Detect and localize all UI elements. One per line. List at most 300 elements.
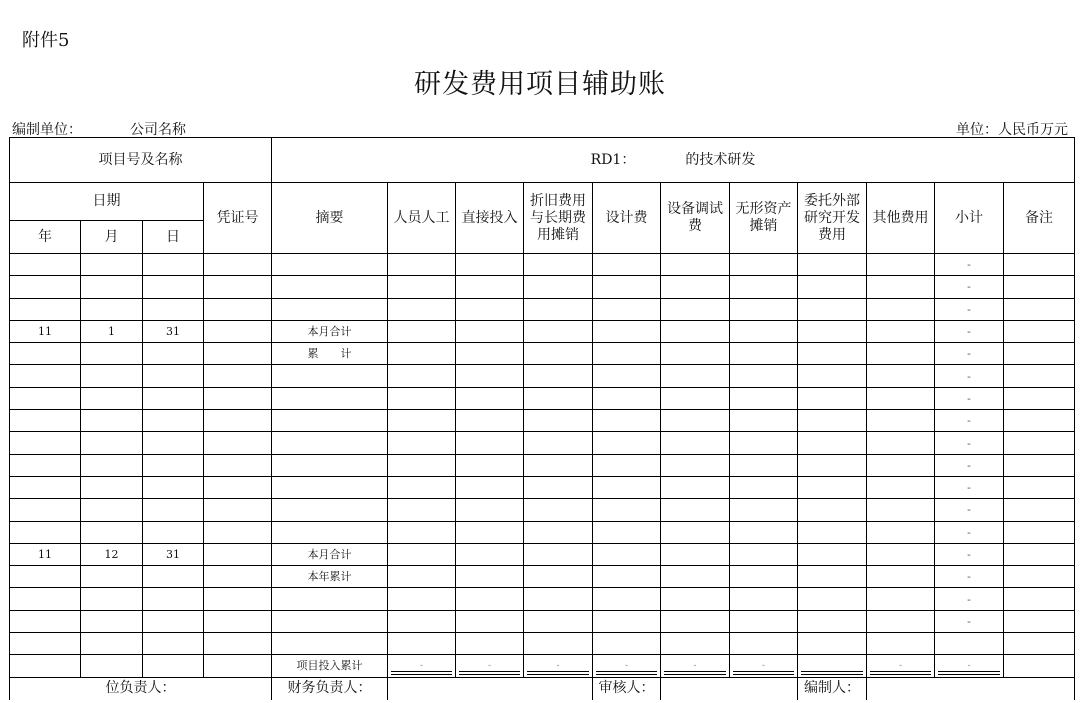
cell-amount — [798, 476, 867, 498]
cell-amount — [524, 298, 593, 320]
cell-amount — [798, 454, 867, 476]
cell-voucher — [204, 588, 272, 610]
cell-amount — [456, 521, 524, 543]
cell-amount — [524, 365, 593, 387]
cell-amount — [798, 276, 867, 298]
cell-amount — [456, 454, 524, 476]
cell-amount — [867, 365, 935, 387]
total-amount — [524, 655, 593, 677]
cell-voucher — [204, 543, 272, 565]
header-design-fee: 设计费 — [593, 183, 661, 254]
cell-amount — [593, 633, 661, 655]
cell-subtotal: - — [935, 543, 1004, 565]
header-equipment-debug: 设备调试费 — [661, 183, 730, 254]
cell-amount — [730, 543, 798, 565]
cell-amount — [867, 543, 935, 565]
table-row — [10, 633, 1075, 655]
cell-subtotal: - — [935, 499, 1004, 521]
cell-amount — [730, 499, 798, 521]
table-row — [10, 298, 1075, 320]
preparer-label: 编制人： — [798, 677, 867, 700]
cell-day — [143, 454, 204, 476]
cell-amount — [388, 588, 456, 610]
cell-summary — [272, 610, 388, 632]
cell-summary — [272, 476, 388, 498]
cell-amount — [456, 432, 524, 454]
cell-summary: 累 计 — [272, 343, 388, 365]
cell-day: 31 — [143, 543, 204, 565]
cell-amount — [661, 276, 730, 298]
cell-amount — [867, 476, 935, 498]
cell-summary — [272, 276, 388, 298]
cell-day — [143, 588, 204, 610]
cell-amount — [798, 499, 867, 521]
cell-amount — [524, 633, 593, 655]
cell-amount — [867, 432, 935, 454]
cell-amount — [730, 476, 798, 498]
cell-amount — [593, 543, 661, 565]
cell-amount — [730, 566, 798, 588]
prepared-by — [12, 119, 186, 139]
cell-amount — [661, 320, 730, 342]
cell-amount — [524, 588, 593, 610]
cell-month — [81, 633, 143, 655]
total-amount — [867, 655, 935, 677]
page-title: 研发费用项目辅助账 — [414, 69, 666, 100]
header-personnel: 人员人工 — [388, 183, 456, 254]
cell-day: 31 — [143, 320, 204, 342]
cell-amount — [661, 543, 730, 565]
cell-amount — [867, 387, 935, 409]
unit-head-label: 位负责人： — [10, 677, 272, 700]
cell-remarks — [1004, 588, 1075, 610]
finance-head-label: 财务负责人： — [272, 677, 388, 700]
ledger-table — [9, 137, 1075, 700]
cell-day — [143, 521, 204, 543]
reviewer-label: 审核人： — [593, 677, 661, 700]
cell-amount — [661, 633, 730, 655]
cell-subtotal: - — [935, 454, 1004, 476]
cell-year — [10, 633, 81, 655]
cell-voucher — [204, 343, 272, 365]
cell-year — [10, 588, 81, 610]
cell-amount — [388, 387, 456, 409]
cell-year — [10, 566, 81, 588]
total-amount — [456, 655, 524, 677]
cell-summary — [272, 454, 388, 476]
cell-amount — [661, 298, 730, 320]
table-row — [10, 254, 1075, 276]
cell-amount — [593, 454, 661, 476]
cell-amount — [730, 521, 798, 543]
cell-summary: 本月合计 — [272, 320, 388, 342]
cell-amount — [661, 454, 730, 476]
total-amount-value: - — [967, 661, 971, 672]
header-outsourced-rd: 委托外部研究开发费用 — [798, 183, 867, 254]
cell-amount — [456, 298, 524, 320]
cell-amount — [730, 588, 798, 610]
cell-amount — [593, 276, 661, 298]
cell-amount — [661, 343, 730, 365]
table-row — [10, 454, 1075, 476]
cell-remarks — [1004, 521, 1075, 543]
cell-amount — [867, 276, 935, 298]
cell-amount — [661, 410, 730, 432]
cell-amount — [593, 499, 661, 521]
total-summary: 项目投入累计 — [272, 655, 388, 677]
cell-amount — [867, 566, 935, 588]
header-year: 年 — [10, 221, 81, 254]
cell-amount — [593, 320, 661, 342]
cell-amount — [593, 476, 661, 498]
prepared-by-label: 编制单位： — [12, 122, 82, 138]
cell-voucher — [204, 298, 272, 320]
cell-remarks — [1004, 633, 1075, 655]
cell-voucher — [204, 633, 272, 655]
cell-month — [81, 298, 143, 320]
cell-amount — [456, 499, 524, 521]
cell-voucher — [204, 365, 272, 387]
cell-empty — [10, 655, 81, 677]
cell-remarks — [1004, 432, 1075, 454]
cell-amount — [867, 521, 935, 543]
table-row — [10, 476, 1075, 498]
header-subtotal: 小计 — [935, 183, 1004, 254]
cell-month — [81, 387, 143, 409]
cell-summary — [272, 633, 388, 655]
cell-amount — [661, 432, 730, 454]
cell-amount — [593, 365, 661, 387]
cell-amount — [456, 410, 524, 432]
cell-amount — [661, 566, 730, 588]
cell-amount — [524, 387, 593, 409]
header-month: 月 — [81, 221, 143, 254]
cell-subtotal: - — [935, 588, 1004, 610]
total-amount — [798, 655, 867, 677]
cell-amount — [593, 566, 661, 588]
cell-amount — [730, 633, 798, 655]
project-name-cell — [272, 138, 1075, 183]
cell-amount — [661, 521, 730, 543]
cell-amount — [661, 610, 730, 632]
cell-year: 11 — [10, 543, 81, 565]
cell-empty — [204, 655, 272, 677]
cell-amount — [730, 298, 798, 320]
cell-amount — [524, 454, 593, 476]
cell-remarks — [1004, 454, 1075, 476]
cell-amount — [593, 410, 661, 432]
cell-amount — [524, 543, 593, 565]
cell-amount — [867, 610, 935, 632]
cell-amount — [867, 410, 935, 432]
cell-year — [10, 476, 81, 498]
signature-row — [10, 677, 1075, 700]
cell-amount — [661, 476, 730, 498]
cell-amount — [524, 343, 593, 365]
cell-month — [81, 499, 143, 521]
table-row — [10, 343, 1075, 365]
cell-month — [81, 254, 143, 276]
cell-day — [143, 387, 204, 409]
total-amount — [1004, 655, 1075, 677]
cell-summary — [272, 254, 388, 276]
cell-summary: 本月合计 — [272, 543, 388, 565]
cell-amount — [798, 610, 867, 632]
cell-year — [10, 276, 81, 298]
cell-summary — [272, 588, 388, 610]
table-row — [10, 410, 1075, 432]
table-row — [10, 432, 1075, 454]
table-row — [10, 521, 1075, 543]
cell-remarks — [1004, 610, 1075, 632]
cell-voucher — [204, 254, 272, 276]
cell-subtotal — [935, 633, 1004, 655]
header-depreciation: 折旧费用与长期费用摊销 — [524, 183, 593, 254]
cell-amount — [867, 343, 935, 365]
total-amount-value: - — [693, 661, 697, 672]
cell-amount — [388, 543, 456, 565]
cell-month: 12 — [81, 543, 143, 565]
cell-amount — [593, 588, 661, 610]
table-row — [10, 499, 1075, 521]
cell-month — [81, 365, 143, 387]
table-row — [10, 320, 1075, 342]
cell-amount — [867, 499, 935, 521]
cell-amount — [456, 365, 524, 387]
project-label: 项目号及名称 — [10, 138, 272, 183]
table-row — [10, 566, 1075, 588]
cell-subtotal: - — [935, 343, 1004, 365]
table-row — [10, 543, 1075, 565]
cell-amount — [456, 320, 524, 342]
cell-day — [143, 410, 204, 432]
cell-month — [81, 432, 143, 454]
cell-month — [81, 521, 143, 543]
cell-remarks — [1004, 320, 1075, 342]
cell-month — [81, 454, 143, 476]
cell-remarks — [1004, 543, 1075, 565]
cell-amount — [524, 410, 593, 432]
cell-amount — [388, 343, 456, 365]
cell-remarks — [1004, 499, 1075, 521]
cell-day — [143, 432, 204, 454]
cell-amount — [524, 499, 593, 521]
cell-year — [10, 298, 81, 320]
cell-subtotal: - — [935, 476, 1004, 498]
cell-amount — [867, 588, 935, 610]
header-voucher: 凭证号 — [204, 183, 272, 254]
cell-voucher — [204, 476, 272, 498]
total-amount-value: - — [624, 661, 629, 672]
cell-remarks — [1004, 566, 1075, 588]
cell-summary: 本年累计 — [272, 566, 388, 588]
cell-amount — [867, 454, 935, 476]
cell-amount — [798, 365, 867, 387]
cell-amount — [456, 254, 524, 276]
cell-amount — [730, 454, 798, 476]
cell-year — [10, 410, 81, 432]
header-day: 日 — [143, 221, 204, 254]
cell-amount — [867, 633, 935, 655]
cell-amount — [456, 276, 524, 298]
cell-amount — [798, 298, 867, 320]
cell-amount — [456, 543, 524, 565]
cell-amount — [730, 610, 798, 632]
cell-amount — [798, 588, 867, 610]
cell-amount — [388, 521, 456, 543]
cell-day — [143, 298, 204, 320]
total-amount — [730, 655, 798, 677]
header-other: 其他费用 — [867, 183, 935, 254]
cell-voucher — [204, 432, 272, 454]
cell-amount — [388, 432, 456, 454]
cell-month — [81, 276, 143, 298]
cell-amount — [593, 432, 661, 454]
cell-amount — [388, 476, 456, 498]
cell-remarks — [1004, 298, 1075, 320]
header-date: 日期 — [10, 183, 204, 221]
cell-summary — [272, 499, 388, 521]
total-row — [10, 655, 1075, 677]
cell-amount — [388, 276, 456, 298]
cell-year — [10, 432, 81, 454]
table-row — [10, 610, 1075, 632]
cell-voucher — [204, 410, 272, 432]
cell-amount — [730, 343, 798, 365]
header-summary: 摘要 — [272, 183, 388, 254]
cell-year — [10, 610, 81, 632]
cell-subtotal: - — [935, 521, 1004, 543]
cell-day — [143, 276, 204, 298]
cell-subtotal: - — [935, 387, 1004, 409]
cell-voucher — [204, 521, 272, 543]
cell-amount — [798, 521, 867, 543]
cell-voucher — [204, 276, 272, 298]
total-amount — [388, 655, 456, 677]
cell-month — [81, 343, 143, 365]
cell-amount — [524, 320, 593, 342]
cell-year — [10, 365, 81, 387]
project-name: 的技术研发 — [685, 151, 756, 168]
cell-remarks — [1004, 365, 1075, 387]
cell-amount — [798, 410, 867, 432]
cell-amount — [798, 387, 867, 409]
cell-amount — [730, 365, 798, 387]
cell-amount — [524, 254, 593, 276]
cell-subtotal: - — [935, 610, 1004, 632]
cell-amount — [456, 476, 524, 498]
cell-amount — [524, 610, 593, 632]
total-amount-value: - — [419, 661, 424, 672]
cell-amount — [388, 254, 456, 276]
cell-year — [10, 499, 81, 521]
cell-month — [81, 588, 143, 610]
cell-summary — [272, 365, 388, 387]
table-row — [10, 365, 1075, 387]
cell-summary — [272, 298, 388, 320]
cell-voucher — [204, 499, 272, 521]
cell-amount — [661, 588, 730, 610]
cell-amount — [798, 320, 867, 342]
header-intangible: 无形资产摊销 — [730, 183, 798, 254]
table-row — [10, 276, 1075, 298]
total-amount-value: - — [487, 661, 492, 672]
cell-voucher — [204, 320, 272, 342]
total-amount-value: - — [761, 661, 766, 672]
cell-amount — [867, 298, 935, 320]
header-direct-input: 直接投入 — [456, 183, 524, 254]
cell-remarks — [1004, 254, 1075, 276]
cell-amount — [593, 298, 661, 320]
cell-subtotal: - — [935, 276, 1004, 298]
cell-amount — [524, 476, 593, 498]
cell-amount — [798, 566, 867, 588]
cell-day — [143, 254, 204, 276]
finance-head-sign — [388, 677, 593, 700]
cell-amount — [593, 387, 661, 409]
cell-subtotal: - — [935, 566, 1004, 588]
project-code: RD1： — [590, 151, 636, 168]
cell-voucher — [204, 566, 272, 588]
cell-day — [143, 343, 204, 365]
cell-month — [81, 410, 143, 432]
cell-amount — [798, 254, 867, 276]
cell-year — [10, 387, 81, 409]
cell-remarks — [1004, 276, 1075, 298]
cell-voucher — [204, 454, 272, 476]
cell-amount — [388, 320, 456, 342]
table-row — [10, 387, 1075, 409]
total-amount-value: - — [556, 661, 560, 672]
cell-amount — [524, 432, 593, 454]
cell-subtotal: - — [935, 254, 1004, 276]
cell-amount — [388, 499, 456, 521]
cell-empty — [81, 655, 143, 677]
cell-amount — [661, 387, 730, 409]
table-row — [10, 588, 1075, 610]
cell-amount — [593, 254, 661, 276]
attachment-label: 附件5 — [22, 30, 70, 51]
cell-amount — [798, 543, 867, 565]
cell-day — [143, 610, 204, 632]
cell-amount — [388, 633, 456, 655]
cell-amount — [524, 276, 593, 298]
cell-day — [143, 566, 204, 588]
cell-summary — [272, 387, 388, 409]
cell-amount — [661, 499, 730, 521]
cell-amount — [798, 343, 867, 365]
cell-amount — [661, 254, 730, 276]
reviewer-sign — [661, 677, 798, 700]
cell-remarks — [1004, 387, 1075, 409]
cell-amount — [456, 610, 524, 632]
cell-summary — [272, 521, 388, 543]
cell-month — [81, 476, 143, 498]
cell-amount — [798, 432, 867, 454]
cell-day — [143, 633, 204, 655]
cell-year — [10, 254, 81, 276]
cell-remarks — [1004, 476, 1075, 498]
cell-amount — [456, 633, 524, 655]
cell-summary — [272, 432, 388, 454]
cell-amount — [730, 432, 798, 454]
cell-amount — [388, 454, 456, 476]
cell-month — [81, 610, 143, 632]
cell-subtotal: - — [935, 410, 1004, 432]
currency-unit: 单位：人民币万元 — [956, 122, 1068, 138]
cell-year — [10, 454, 81, 476]
cell-day — [143, 365, 204, 387]
